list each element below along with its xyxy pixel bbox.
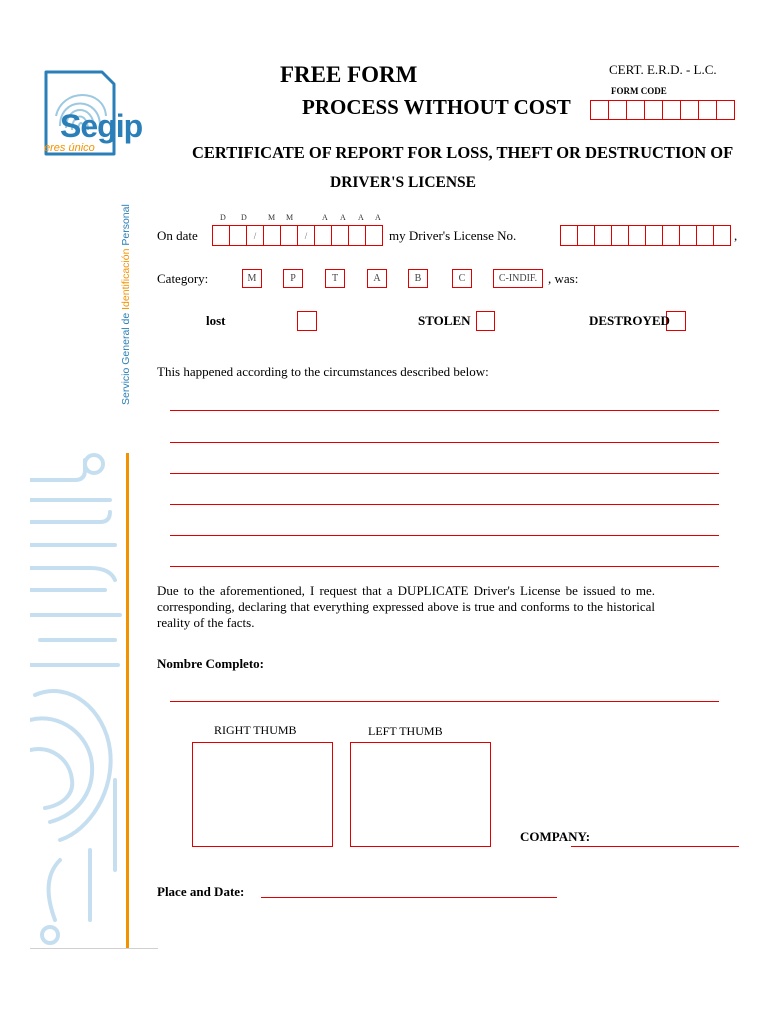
circumstances-intro: This happened according to the circumstances described below: <box>157 364 489 379</box>
circumstance-line[interactable] <box>170 442 719 443</box>
date-hint: D <box>241 213 247 222</box>
place-date-label: Place and Date: <box>157 884 245 899</box>
category-option-a[interactable]: A <box>367 269 387 288</box>
date-hint: A <box>358 213 364 222</box>
license-cell[interactable] <box>713 225 731 246</box>
document-title-line1: CERTIFICATE OF REPORT FOR LOSS, THEFT OR DESTRUCTION OF <box>192 143 734 162</box>
category-option-c[interactable]: C <box>452 269 472 288</box>
license-cell[interactable] <box>594 225 612 246</box>
form-code-boxes <box>590 100 735 120</box>
date-field <box>212 225 383 246</box>
agency-text-a: Servicio General de <box>120 309 132 405</box>
category-label: Category: <box>157 271 209 286</box>
circumstance-line[interactable] <box>170 504 719 505</box>
left-thumb-box[interactable] <box>350 742 491 847</box>
bottom-divider <box>30 948 158 949</box>
brand-tagline: eres único <box>44 142 95 154</box>
circumstance-line[interactable] <box>170 410 719 411</box>
date-separator: / <box>246 225 264 246</box>
date-month-cell[interactable] <box>280 225 298 246</box>
request-paragraph: Due to the aforementioned, I request that a DUPLICATE Driver's License be issued to me. corresponding, declaring that everything expressed above is true and conforms to the historical reality of the facts. <box>157 583 655 630</box>
full-name-line[interactable] <box>170 701 719 702</box>
status-destroyed-label: DESTROYED <box>589 313 670 328</box>
form-code-label: FORM CODE <box>611 86 667 96</box>
date-hint: M <box>286 213 294 222</box>
right-thumb-label: RIGHT THUMB <box>214 723 297 737</box>
left-thumb-label: LEFT THUMB <box>368 724 443 738</box>
form-code-cell[interactable] <box>608 100 627 120</box>
license-cell[interactable] <box>679 225 697 246</box>
date-separator: / <box>297 225 315 246</box>
date-hint: M <box>268 213 276 222</box>
form-code-cell[interactable] <box>716 100 735 120</box>
form-subtitle: PROCESS WITHOUT COST <box>302 95 571 119</box>
document-title-line2: DRIVER'S LICENSE <box>330 174 477 191</box>
circumstance-line[interactable] <box>170 566 719 567</box>
date-hint: A <box>322 213 328 222</box>
agency-text-c: Personal <box>120 204 132 249</box>
license-label: my Driver's License No. <box>389 228 517 243</box>
date-label: On date <box>157 228 198 243</box>
agency-text-b: Identificación <box>120 248 132 310</box>
date-day-cell[interactable] <box>229 225 247 246</box>
form-code-cell[interactable] <box>626 100 645 120</box>
date-year-cell[interactable] <box>365 225 383 246</box>
company-label: COMPANY: <box>520 829 591 844</box>
date-year-cell[interactable] <box>314 225 332 246</box>
segip-logo <box>40 66 155 161</box>
cert-code: CERT. E.R.D. - L.C. <box>609 62 717 77</box>
agency-vertical-text <box>120 204 132 405</box>
license-cell[interactable] <box>577 225 595 246</box>
category-option-p[interactable]: P <box>283 269 303 288</box>
license-cell[interactable] <box>611 225 629 246</box>
form-code-cell[interactable] <box>680 100 699 120</box>
circumstance-line[interactable] <box>170 473 719 474</box>
license-trailing-comma: , <box>734 228 738 243</box>
status-lost-checkbox[interactable] <box>297 311 317 331</box>
status-lost-label: lost <box>206 313 226 328</box>
form-code-cell[interactable] <box>698 100 717 120</box>
form-code-cell[interactable] <box>644 100 663 120</box>
license-cell[interactable] <box>662 225 680 246</box>
brand-name: Segip <box>60 108 143 144</box>
circumstance-line[interactable] <box>170 535 719 536</box>
place-date-line[interactable] <box>261 897 557 898</box>
date-year-cell[interactable] <box>348 225 366 246</box>
right-thumb-box[interactable] <box>192 742 333 847</box>
category-suffix: , was: <box>548 271 579 286</box>
date-hint: A <box>375 213 381 222</box>
license-cell[interactable] <box>560 225 578 246</box>
license-cell[interactable] <box>645 225 663 246</box>
orange-divider <box>126 453 129 949</box>
status-stolen-checkbox[interactable] <box>476 311 495 331</box>
license-cell[interactable] <box>696 225 714 246</box>
date-month-cell[interactable] <box>263 225 281 246</box>
status-stolen-label: STOLEN <box>418 313 471 328</box>
date-year-cell[interactable] <box>331 225 349 246</box>
license-cell[interactable] <box>628 225 646 246</box>
full-name-label: Nombre Completo: <box>157 656 264 671</box>
form-code-cell[interactable] <box>662 100 681 120</box>
license-number-field <box>560 225 731 246</box>
form-title: FREE FORM <box>280 62 418 87</box>
company-line[interactable] <box>571 846 739 847</box>
decorative-circuit <box>30 450 135 950</box>
category-option-m[interactable]: M <box>242 269 262 288</box>
category-option-t[interactable]: T <box>325 269 345 288</box>
category-option-c-indif[interactable]: C-INDIF. <box>493 269 543 288</box>
category-option-b[interactable]: B <box>408 269 428 288</box>
form-code-cell[interactable] <box>590 100 609 120</box>
date-day-cell[interactable] <box>212 225 230 246</box>
date-hint: A <box>340 213 346 222</box>
date-hint: D <box>220 213 226 222</box>
